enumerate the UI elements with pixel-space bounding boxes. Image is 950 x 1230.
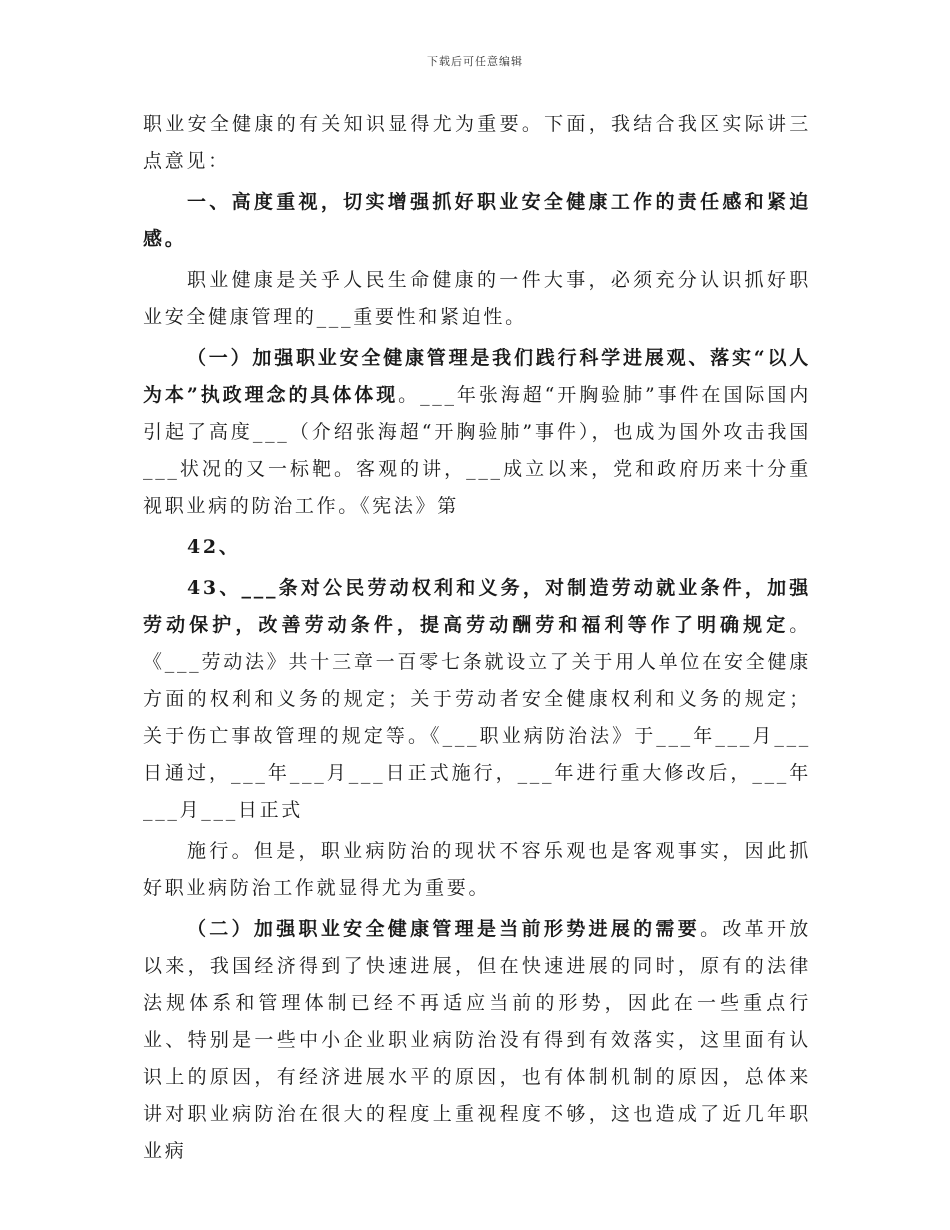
paragraph-occupational-health: 职业健康是关乎人民生命健康的一件大事，必须充分认识抓好职业安全健康管理的___重要性和紧迫性。	[143, 269, 811, 328]
paragraph-subsection-1	[143, 340, 811, 525]
section-heading-1: 一、高度重视，切实增强抓好职业安全健康工作的责任感和紧迫感。	[143, 191, 811, 250]
subsection-1-title: （一）加强职业安全健康管理是我们践行科学进展观、落实“以人为本”执政理念的具体体现	[143, 347, 811, 406]
paragraph-prevention-status: 施行。但是，职业病防治的现状不容乐观也是客观事实，因此抓好职业病防治工作就显得尤为重要。	[143, 840, 811, 899]
paragraph-subsection-2	[143, 911, 811, 1170]
paragraph-article-42: 42、	[187, 536, 241, 558]
subsection-2-title: （二）加强职业安全健康管理是当前形势进展的需要	[187, 918, 701, 940]
page-header: 下载后可任意编辑	[427, 55, 523, 68]
subsection-2-text: 。改革开放以来，我国经济得到了快速进展，但在快速进展的同时，原有的法律法规体系和管理体制已经不再适应当前的形势，因此在一些重点行业、特别是一些中小企业职业病防治没有得到有效落实，这里面有认识上的原因，有经济进展水平的原因，也有体制机制的原因，总体来讲对职业病防治在很大的程度上重视程度不够，这也造成了近几年职业病	[143, 918, 811, 1162]
paragraph-article-43	[143, 570, 811, 829]
subsection-1-text: 。___年张海超“开胸验肺”事件在国际国内引起了高度___（介绍张海超“开胸验肺”事件），也成为国外攻击我国___状况的又一标靶。客观的讲，___成立以来，党和政府历来十分重视职业病的防治工作。《宪法》第	[143, 384, 811, 517]
article-43-bold-text: 43、___条对公民劳动权利和义务，对制造劳动就业条件，加强劳动保护，改善劳动条件，提高劳动酬劳和福利等作了明确规定	[143, 577, 811, 636]
paragraph-intro: 职业安全健康的有关知识显得尤为重要。下面，我结合我区实际讲三点意见：	[143, 113, 811, 172]
document-body	[143, 106, 811, 1170]
article-43-text: 。《___劳动法》共十三章一百零七条就设立了关于用人单位在安全健康方面的权利和义务的规定；关于劳动者安全健康权利和义务的规定；关于伤亡事故管理的规定等。《___职业病防治法》于___年___月___日通过，___年___月___日正式施行，___年进行重大修改后，___年___月___日正式	[143, 614, 811, 821]
